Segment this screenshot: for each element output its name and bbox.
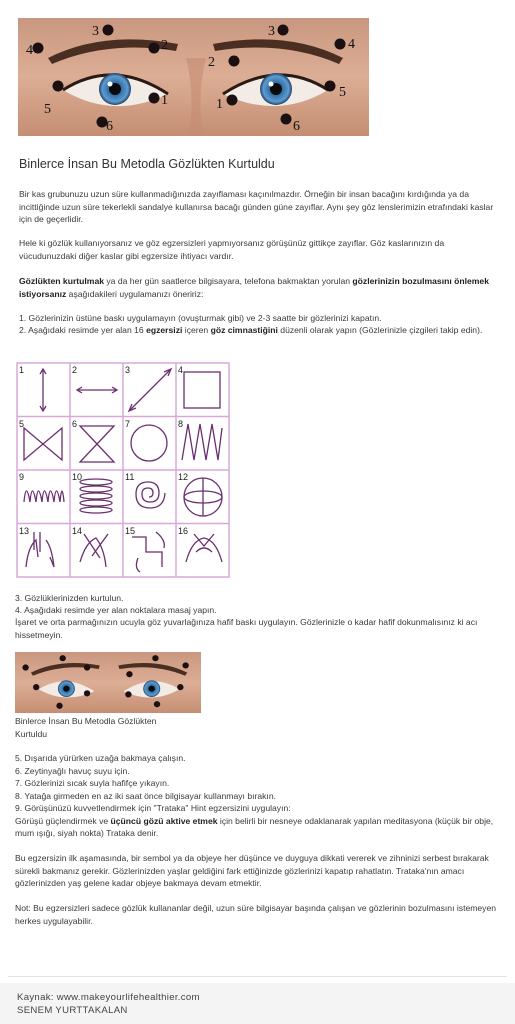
- paragraph-3: [19, 275, 502, 300]
- text-span: düzenli olarak yapın (Gözlerinizle çizgileri takip edin).: [277, 325, 483, 335]
- text-span: 2. Aşağıdaki resimde yer alan 16: [19, 325, 147, 335]
- exercise-number: 13: [19, 526, 30, 536]
- text-span: için belirli bir nesneye odaklanarak yapılan meditasyona (küçük bir obje, mum ışığı, siyah nokta) Trataka denir.: [15, 815, 494, 839]
- thumbnail-caption: Binlerce İnsan Bu Metodla Gözlükten Kurtuldu: [15, 716, 157, 739]
- exercise-number: 3: [125, 365, 131, 375]
- eye-exercise-grid: [16, 362, 230, 578]
- note-paragraph: Not: Bu egzersizleri sadece gözlük kullananlar değil, uzun süre bilgisayar başında çalışan ve gözlerinin bozulmasını istemeyen herkes uygulayabilir.: [15, 903, 497, 926]
- footer: [0, 983, 515, 1024]
- trataka-paragraph: Bu egzersizin ilk aşamasında, bir sembol ya da objeye her düşünce ve duyguya dikkati vererek ve zihninizi serbest bırakarak sürekli bakmanız gerekir. Gözlerinizden yaşlar geldiğini fark ettiğinizde gözlerinizi kapatıp rahatlatın. Trataka'nın amacı gözlerinizden yaş gelene kadar objeye bakmaya devam etmektir.: [15, 853, 489, 889]
- exercise-number: 9: [19, 472, 25, 482]
- step-4-detail: İşaret ve orta parmağınızın ucuyla göz yuvarlağınıza hafif baskı uygulayın. Gözlerinizle o kadar hafif dokunmalısınız ki acı hissetmeyin.: [15, 617, 478, 640]
- exercise-number: 1: [19, 365, 25, 375]
- exercise-number: 11: [125, 472, 135, 482]
- marker-6-left: 6: [106, 119, 113, 134]
- footer-divider: [8, 976, 507, 977]
- intro-paragraph: Bir kas grubunuzu uzun süre kullanmadığınızda zayıflaması kaçınılmazdır. Örneğin bir insan bacağını kırdığında ya da incittiğinde uzun süre tekerlekli sandalye kullanırsa bacağı günden güne zayıflar. Aynı şey göz lenslerimizin etrafındaki kaslar için de geçerlidir.: [19, 189, 494, 225]
- marker-1-right: 1: [216, 97, 223, 112]
- exercise-number: 8: [178, 419, 184, 429]
- step-6: 6. Zeytinyağlı havuç suyu için.: [15, 765, 130, 776]
- author-name: SENEM YURTTAKALAN: [17, 1005, 128, 1016]
- text-span: aşağıdakileri uygulamanızı öneririz:: [66, 288, 204, 299]
- marker-3-left: 3: [92, 24, 99, 39]
- exercise-number: 5: [19, 419, 25, 429]
- marker-3-right: 3: [268, 24, 275, 39]
- marker-4-right: 4: [348, 37, 355, 52]
- exercise-number: 2: [72, 365, 78, 375]
- step-3: 3. Gözlüklerinizden kurtulun.: [15, 593, 124, 603]
- source-link[interactable]: Kaynak: www.makeyourlifehealthier.com: [17, 992, 200, 1003]
- marker-2-right: 2: [208, 55, 215, 70]
- bold-text: gözlerinizin bozulmasını önlemek istiyorsanız: [19, 276, 489, 299]
- bold-text: göz cimnastiğini: [210, 325, 278, 335]
- marker-4-left: 4: [26, 43, 33, 58]
- marker-6-right: 6: [293, 119, 300, 134]
- bold-text: egzersizi: [146, 325, 183, 335]
- step-9: 9. Görüşünüzü kuvvetlendirmek için "Trataka" Hint egzersizini uygulayın:: [15, 803, 291, 813]
- paragraph-2: Hele ki gözlük kullanıyorsanız ve göz egzersizleri yapmıyorsanız görüşünüz gittikçe zayıflar. Göz kaslarınızın da vücudunuzdaki diğer kaslar gibi egzersize ihtiyacı vardır.: [19, 238, 445, 261]
- article-title: Binlerce İnsan Bu Metodla Gözlükten Kurtuldu: [19, 157, 275, 171]
- marker-5-right: 5: [339, 85, 346, 100]
- marker-2-left: 2: [161, 38, 168, 53]
- exercise-number: 4: [178, 365, 184, 375]
- exercise-number: 10: [72, 472, 83, 482]
- step-2: [19, 324, 502, 337]
- marker-5-left: 5: [44, 102, 51, 117]
- eye-massage-thumbnail: [15, 652, 201, 713]
- step-4: 4. Aşağıdaki resimde yer alan noktalara masaj yapın.: [15, 605, 217, 615]
- step-8: 8. Yatağa girmeden en az iki saat önce bilgisayar kullanmayı bırakın.: [15, 790, 276, 801]
- exercise-number: 6: [72, 419, 78, 429]
- step-7: 7. Gözlerinizi sıcak suyla hafifçe yıkayın.: [15, 778, 170, 788]
- exercise-number: 16: [178, 526, 189, 536]
- exercise-number: 15: [125, 526, 136, 536]
- text-span: ya da her gün saatlerce bilgisayara, telefona bakmaktan yorulan: [104, 276, 353, 286]
- exercise-number: 14: [72, 526, 83, 536]
- bold-text: Gözlükten kurtulmak: [19, 276, 104, 286]
- hero-eyes-image: [18, 18, 369, 136]
- exercise-number: 12: [178, 472, 189, 482]
- step-5: 5. Dışarıda yürürken uzağa bakmaya çalışın.: [15, 753, 186, 763]
- bold-text: üçüncü gözü aktive etmek: [110, 815, 218, 826]
- marker-1-left: 1: [161, 93, 168, 108]
- text-span: Görüşü güçlendirmek ve: [15, 815, 111, 826]
- step-9-detail: [15, 815, 498, 840]
- text-span: içeren: [182, 325, 211, 335]
- step-1: 1. Gözlerinizin üstüne baskı uygulamayın (ovuşturmak gibi) ve 2-3 saatte bir gözlerinizi kapatın.: [19, 313, 382, 323]
- exercise-number: 7: [125, 419, 131, 429]
